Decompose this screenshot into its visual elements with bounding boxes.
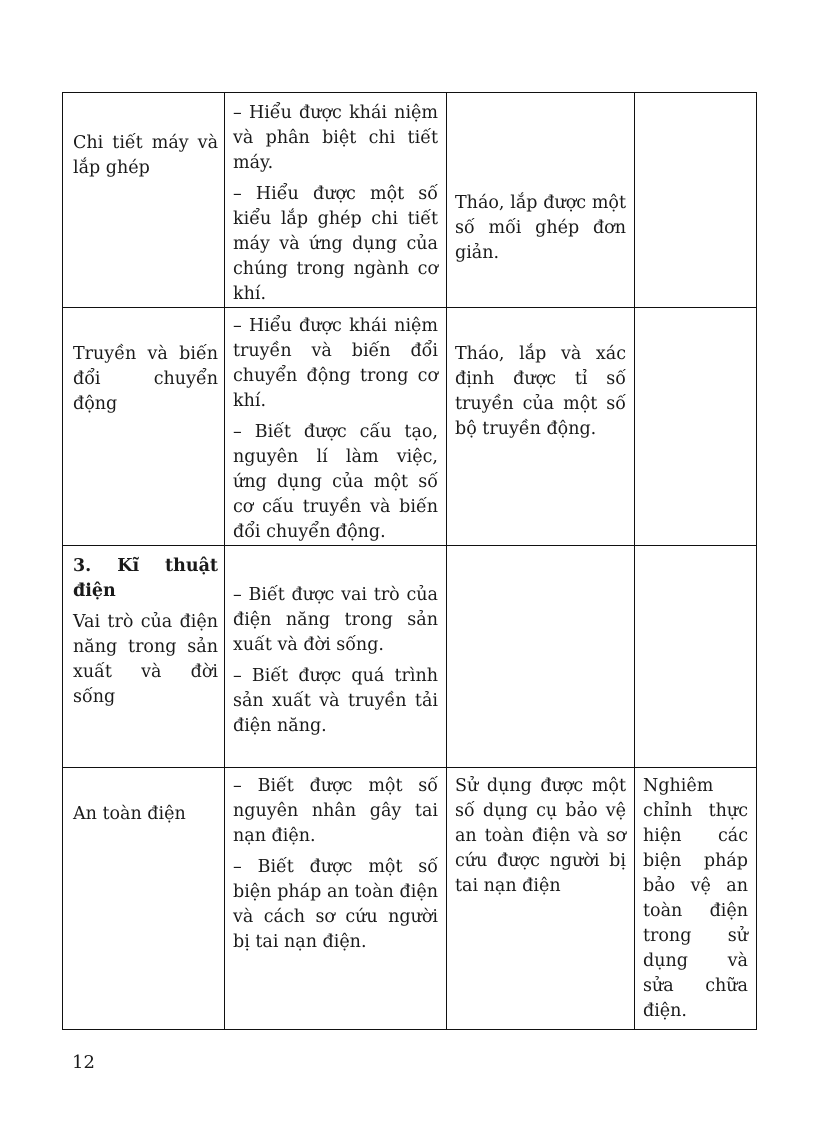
skills-cell <box>447 768 635 1030</box>
topic-cell <box>63 546 225 768</box>
knowledge-cell <box>225 546 447 768</box>
skills-cell <box>447 93 635 308</box>
table-row <box>63 308 757 546</box>
topic-cell <box>63 93 225 308</box>
skills-text: Tháo, lắp được một số mối ghép đơn giản. <box>455 193 626 263</box>
knowledge-cell <box>225 93 447 308</box>
knowledge-item: – Biết được cấu tạo, nguyên lí làm việc, ứng dụng của một số cơ cấu truyền và biến đổi chuyển động. <box>233 422 438 542</box>
attitude-cell <box>635 768 757 1030</box>
attitude-cell <box>635 308 757 546</box>
topic-cell <box>63 768 225 1030</box>
attitude-text: Nghiêm chỉnh thực hiện các biện pháp bảo vệ an toàn điện trong sử dụng và sửa chữa điện. <box>643 776 748 1021</box>
knowledge-item: – Hiểu được một số kiểu lắp ghép chi tiết máy và ứng dụng của chúng trong ngành cơ khí. <box>233 184 438 304</box>
topic-cell <box>63 308 225 546</box>
skills-cell <box>447 308 635 546</box>
curriculum-table <box>62 92 757 1030</box>
skills-text: Sử dụng được một số dụng cụ bảo vệ an toàn điện và sơ cứu được người bị tai nạn điện <box>455 776 626 896</box>
knowledge-item: – Biết được vai trò của điện năng trong sản xuất và đời sống. <box>233 585 438 655</box>
attitude-cell <box>635 93 757 308</box>
skills-text: Tháo, lắp và xác định được tỉ số truyền của một số bộ truyền động. <box>455 344 626 439</box>
table-row <box>63 93 757 308</box>
table-row <box>63 768 757 1030</box>
section-heading: 3. Kĩ thuật điện <box>73 556 218 601</box>
knowledge-cell <box>225 768 447 1030</box>
topic-text: An toàn điện <box>73 804 186 824</box>
knowledge-item: – Hiểu được khái niệm và phân biệt chi tiết máy. <box>233 103 438 173</box>
topic-text: Vai trò của điện năng trong sản xuất và đời sống <box>73 612 218 707</box>
knowledge-item: – Hiểu được khái niệm truyền và biến đổi chuyển động trong cơ khí. <box>233 316 438 411</box>
table-row <box>63 546 757 768</box>
skills-cell <box>447 546 635 768</box>
topic-text: Chi tiết máy và lắp ghép <box>73 133 218 178</box>
knowledge-cell <box>225 308 447 546</box>
topic-text: Truyền và biến đổi chuyển động <box>73 344 218 414</box>
knowledge-item: – Biết được một số biện pháp an toàn điện và cách sơ cứu người bị tai nạn điện. <box>233 857 438 952</box>
page-number: 12 <box>72 1052 95 1073</box>
knowledge-item: – Biết được quá trình sản xuất và truyền tải điện năng. <box>233 666 438 736</box>
knowledge-item: – Biết được một số nguyên nhân gây tai nạn điện. <box>233 776 438 846</box>
attitude-cell <box>635 546 757 768</box>
